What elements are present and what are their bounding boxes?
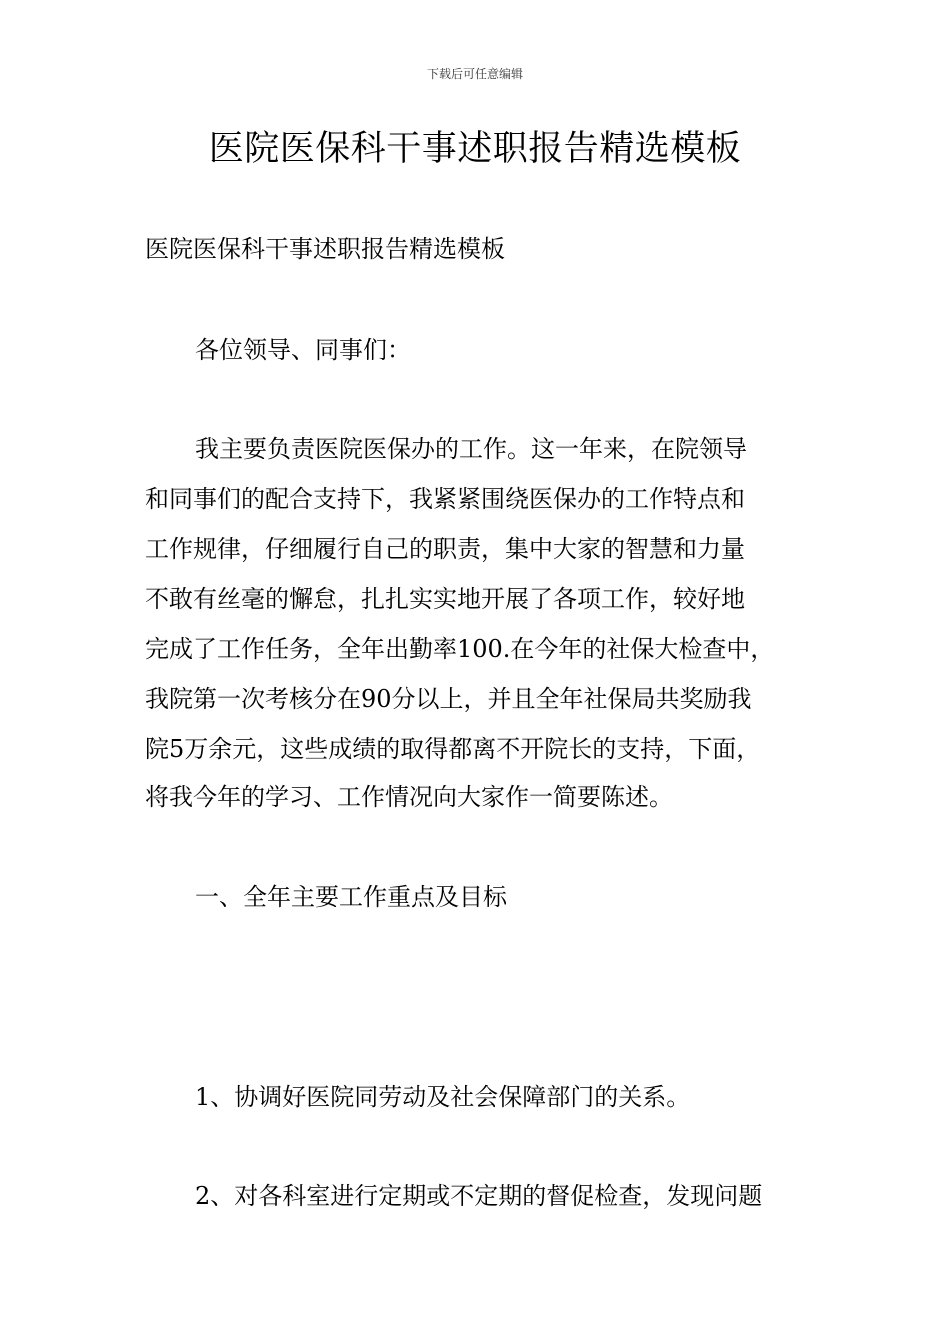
intro-line: 院5万余元，这些成绩的取得都离不开院长的支持，下面， bbox=[145, 735, 761, 763]
intro-line: 完成了工作任务，全年出勤率100.在今年的社保大检查中， bbox=[145, 635, 775, 663]
section-heading: 一、全年主要工作重点及目标 bbox=[195, 883, 507, 911]
list-item: 1、协调好医院同劳动及社会保障部门的关系。 bbox=[195, 1083, 691, 1111]
intro-line: 不敢有丝毫的懈怠，扎扎实实地开展了各项工作，较好地 bbox=[145, 585, 745, 613]
intro-line: 工作规律，仔细履行自己的职责，集中大家的智慧和力量 bbox=[145, 535, 745, 563]
document-title: 医院医保科干事述职报告精选模板 bbox=[208, 129, 742, 169]
intro-line: 我院第一次考核分在90分以上，并且全年社保局共奖励我 bbox=[145, 685, 752, 713]
header-note: 下载后可任意编辑 bbox=[426, 67, 523, 81]
greeting: 各位领导、同事们： bbox=[195, 336, 411, 364]
document-subtitle: 医院医保科干事述职报告精选模板 bbox=[145, 235, 505, 263]
intro-line: 我主要负责医院医保办的工作。这一年来，在院领导 bbox=[195, 435, 747, 463]
intro-line: 和同事们的配合支持下，我紧紧围绕医保办的工作特点和 bbox=[145, 485, 745, 513]
intro-line: 将我今年的学习、工作情况向大家作一简要陈述。 bbox=[145, 783, 673, 811]
list-item: 2、对各科室进行定期或不定期的督促检查，发现问题 bbox=[195, 1182, 763, 1210]
